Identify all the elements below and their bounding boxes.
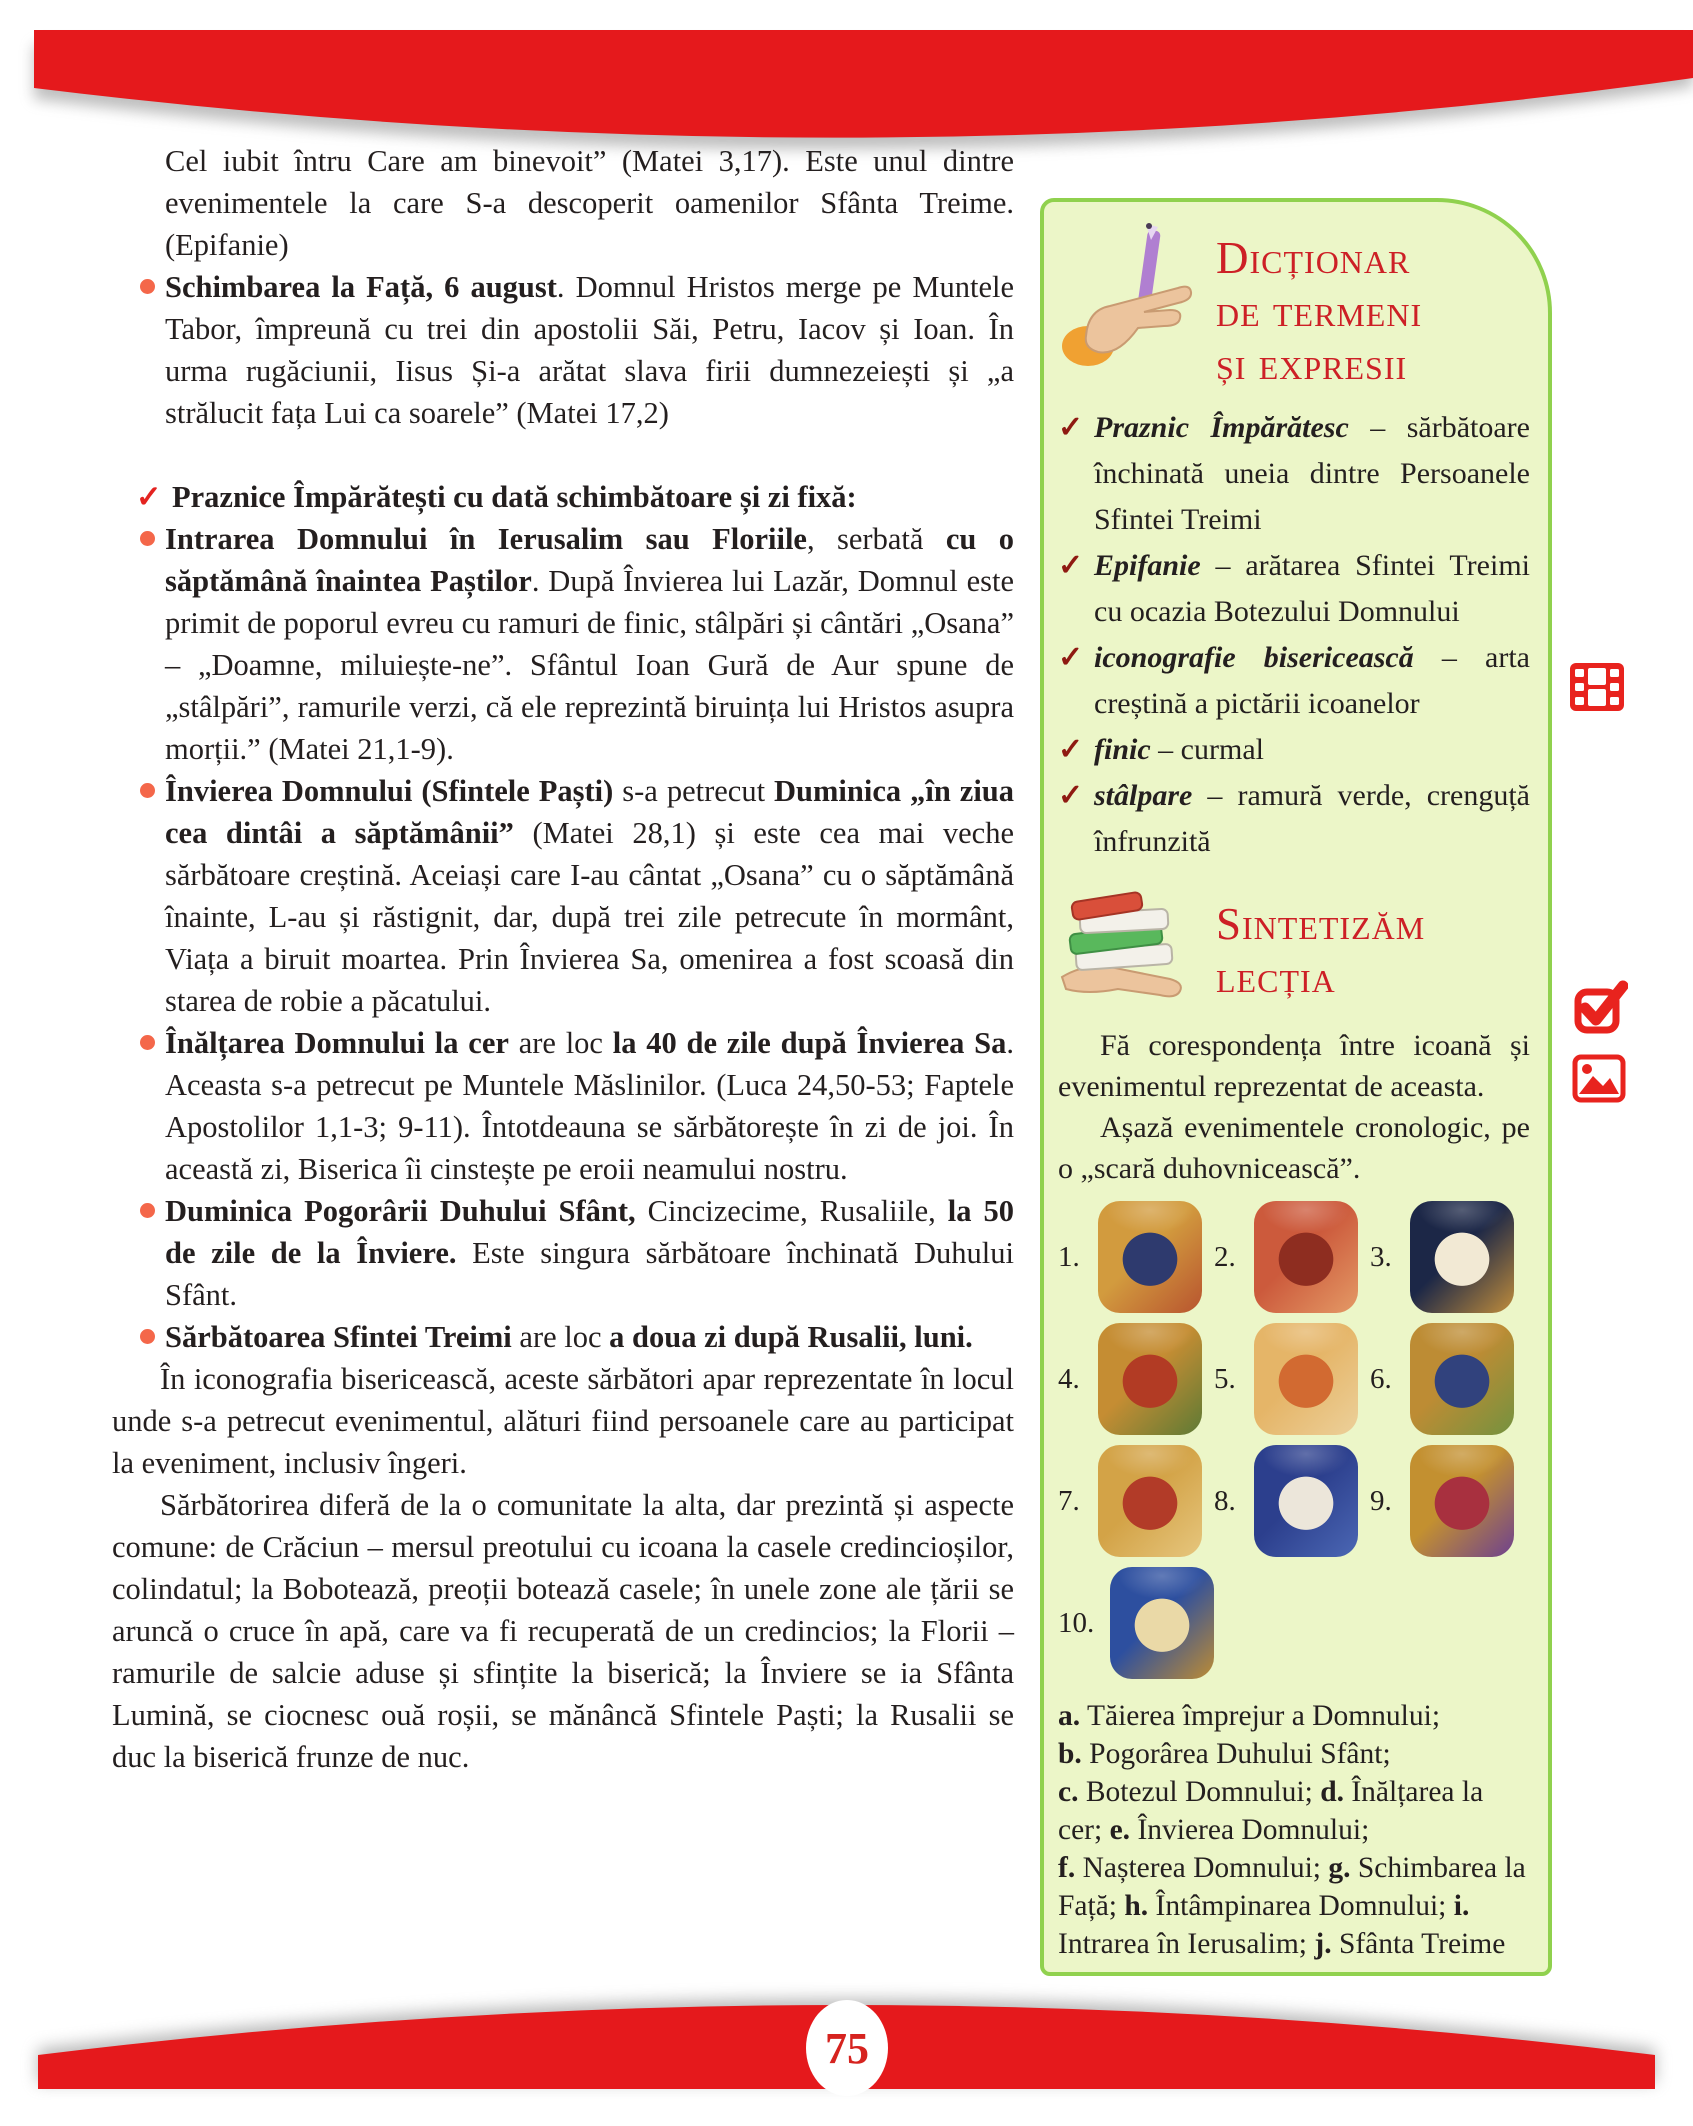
heading-text: Praznice Împărătești cu dată schimbătoare și zi fixă: xyxy=(172,480,857,514)
instruction-paragraph: Așază evenimentele cronologic, pe o „scară duhovnicească”. xyxy=(1058,1111,1530,1185)
orthodox-icon-image-10 xyxy=(1110,1567,1214,1679)
grid-row xyxy=(1058,1323,1530,1435)
entry-text: Epifanie – arătarea Sfintei Treimi cu ocazia Botezului Domnului xyxy=(1094,549,1530,628)
title-line: de termeni xyxy=(1216,286,1423,336)
checkbox-check-icon xyxy=(1574,978,1628,1034)
bullet-text: Sărbătoarea Sfintei Treimi are loc a doua zi după Rusalii, luni. xyxy=(165,1320,973,1354)
paragraph-sarbatorirea: Sărbătorirea diferă de la o comunitate la alta, dar prezintă și aspecte comune: de Crăciun – mersul preotului cu icoana la casele credincioșilor, colindatul; la Bobotează, preoții botează casele; în unele zone ale țării se aruncă o cruce în apă, care va fi recuperată de un credincios; la Florii – ramurile de salcie aduse și sfințite la biserică; la Înviere se ia Sfânta Lumină, se ciocnesc ouă roșii, se mănâncă Sfintele Paști; la Rusalii se duc la biserică frunze de nuc. xyxy=(112,1488,1014,1774)
bullet-invierea xyxy=(112,770,1014,1022)
check-icon: ✓ xyxy=(136,480,162,514)
entry-text: stâlpare – ramură verde, crenguță înfrunzită xyxy=(1094,779,1530,858)
dictionary-entry xyxy=(1058,727,1530,773)
bullet-dot-icon xyxy=(140,1329,155,1344)
tile-number: 8. xyxy=(1214,1484,1236,1517)
bullet-text: Intrarea Domnului în Ierusalim sau Floriile, serbată cu o săptămână înaintea Paștilor. După Învierea lui Lazăr, Domnul este primit de poporul evreu cu ramuri de finic, stâlpări și cântări „Osana” – „Doamne, miluiește-ne”. Sfântul Ioan Gură de Aur spune de „stâlpări”, ramurile verzi, că ele reprezintă biruința lui Hristos asupra morții.” (Matei 21,1-9). xyxy=(165,522,1014,766)
title-line: și expresii xyxy=(1216,339,1408,389)
sintetizam-title xyxy=(1216,898,1425,1004)
check-icon: ✓ xyxy=(1058,549,1084,582)
picture-icon xyxy=(1572,1054,1626,1104)
check-icon: ✓ xyxy=(1058,733,1084,766)
bullet-text: Schimbarea la Față, 6 august. Domnul Hristos merge pe Muntele Tabor, împreună cu trei din apostolii Săi, Petru, Iacov și Ioan. În urma rugăciunii, Iisus Și-a arătat slava firii dumnezeiești și „a strălucit fața Lui ca soarele” (Matei 17,2) xyxy=(165,270,1014,430)
orthodox-icon-image-9 xyxy=(1410,1445,1514,1557)
bullet-text: Învierea Domnului (Sfintele Paști) s-a petrecut Duminica „în ziua cea dintâi a săptămânii” (Matei 28,1) și este cea mai veche sărbătoare creștină. Aceiași care I-au cântat „Osana” cu o săptămână înainte, L-au și răstignit, dar, după trei zile petrecute în mormânt, Viața a biruit moartea. Prin Învierea Sa, omenirea a fost scoasă din starea de robie a păcatului. xyxy=(165,774,1014,1018)
dictionary-list xyxy=(1058,405,1530,865)
orthodox-icon-image-1 xyxy=(1098,1201,1202,1313)
answers-list: a. Tăierea împrejur a Domnului; b. Pogorârea Duhului Sfânt; c. Botezul Domnului; d. Înălțarea la cer; e. Învierea Domnului; f. Nașterea Domnului; g. Schimbarea la Față; h. Întâmpinarea Domnului; i. Intrarea în Ierusalim; j. Sfânta Treime xyxy=(1058,1700,1526,1960)
grid-row xyxy=(1058,1445,1530,1557)
orthodox-icon-image-5 xyxy=(1254,1323,1358,1435)
paragraph-iconografia: În iconografia bisericească, aceste sărbători apar reprezentate în locul unde s-a petrecut evenimentul, alături fiind persoanele care au participat la eveniment, inclusiv îngeri. xyxy=(112,1362,1014,1480)
sintetizam-instructions xyxy=(1058,1025,1530,1189)
bullet-inaltarea xyxy=(112,1022,1014,1190)
tile-number: 7. xyxy=(1058,1484,1080,1517)
check-icon: ✓ xyxy=(1058,779,1084,812)
entry-text: iconografie bisericească – arta creștină a pictării icoanelor xyxy=(1094,641,1530,720)
title-line: Dicționar xyxy=(1216,233,1411,283)
page-number: 75 xyxy=(825,2023,869,2073)
orthodox-icon-image-6 xyxy=(1410,1323,1514,1435)
tile-number: 10. xyxy=(1058,1606,1095,1639)
tile-number: 6. xyxy=(1370,1362,1392,1395)
entry-text: Praznic Împărătesc – sărbătoare închinată uneia dintre Persoanele Sfintei Treimi xyxy=(1094,411,1530,536)
sidebar-panel xyxy=(1040,198,1552,1976)
check-icon: ✓ xyxy=(1058,411,1084,444)
tile-number: 2. xyxy=(1214,1240,1236,1273)
orthodox-icon-image-7 xyxy=(1098,1445,1202,1557)
bullet-sarbatoarea-sfintei-treimi xyxy=(112,1316,1014,1358)
tile-number: 9. xyxy=(1370,1484,1392,1517)
heading-praznice-schimbatoare xyxy=(112,476,1014,518)
title-line: Sintetizăm xyxy=(1216,899,1426,949)
entry-text: finic – curmal xyxy=(1094,733,1264,766)
tile-number: 3. xyxy=(1370,1240,1392,1273)
bullet-dot-icon xyxy=(140,1035,155,1050)
orthodox-icon-image-4 xyxy=(1098,1323,1202,1435)
orthodox-icon-image-2 xyxy=(1254,1201,1358,1313)
grid-row xyxy=(1058,1201,1530,1313)
title-line: lecția xyxy=(1216,952,1336,1002)
bullet-intrarea xyxy=(112,518,1014,770)
grid-row xyxy=(1058,1567,1530,1679)
continuation-paragraph: Cel iubit întru Care am binevoit” (Matei 3,17). Este unul dintre evenimentele la care S-a descoperit oamenilor Sfânta Treime. (Epifanie) xyxy=(165,144,1014,262)
instruction-paragraph: Fă corespondența între icoană și evenimentul reprezentat de aceasta. xyxy=(1058,1029,1530,1103)
check-icon: ✓ xyxy=(1058,641,1084,674)
dictionary-entry xyxy=(1058,773,1530,865)
bullet-duminica-pogorarii xyxy=(112,1190,1014,1316)
books-hand-image xyxy=(1058,891,1208,1011)
bullet-schimbarea xyxy=(112,266,1014,434)
bullet-text: Înălțarea Domnului la cer are loc la 40 de zile după Învierea Sa. Aceasta s-a petrecut pe Muntele Măslinilor. (Luca 24,50-53; Faptele Apostolilor 1,1-3; 9-11). Întotdeauna se sărbătorește în zi de joi. În această zi, Biserica îi cinstește pe eroii neamului nostru. xyxy=(165,1026,1014,1186)
bullet-dot-icon xyxy=(140,531,155,546)
page-number-oval xyxy=(806,2000,888,2096)
dictionary-title xyxy=(1216,218,1422,391)
bullet-dot-icon xyxy=(140,279,155,294)
dictionary-entry xyxy=(1058,543,1530,635)
tile-number: 4. xyxy=(1058,1362,1080,1395)
icon-matching-grid xyxy=(1058,1201,1530,1679)
bullet-dot-icon xyxy=(140,1203,155,1218)
tile-number: 5. xyxy=(1214,1362,1236,1395)
main-text-column xyxy=(112,140,1014,1778)
orthodox-icon-image-3 xyxy=(1410,1201,1514,1313)
tile-number: 1. xyxy=(1058,1240,1080,1273)
dictionary-entry xyxy=(1058,635,1530,727)
sintetizam-header xyxy=(1058,891,1530,1011)
filmstrip-icon xyxy=(1568,658,1626,716)
hand-pencil-image xyxy=(1058,218,1208,388)
dictionary-entry xyxy=(1058,405,1530,543)
bullet-text: Duminica Pogorârii Duhului Sfânt, Cincizecime, Rusaliile, la 50 de zile de la Înviere. Este singura sărbătoare închinată Duhului Sfânt. xyxy=(165,1194,1015,1312)
bullet-dot-icon xyxy=(140,783,155,798)
orthodox-icon-image-8 xyxy=(1254,1445,1358,1557)
dictionary-header xyxy=(1058,218,1530,391)
